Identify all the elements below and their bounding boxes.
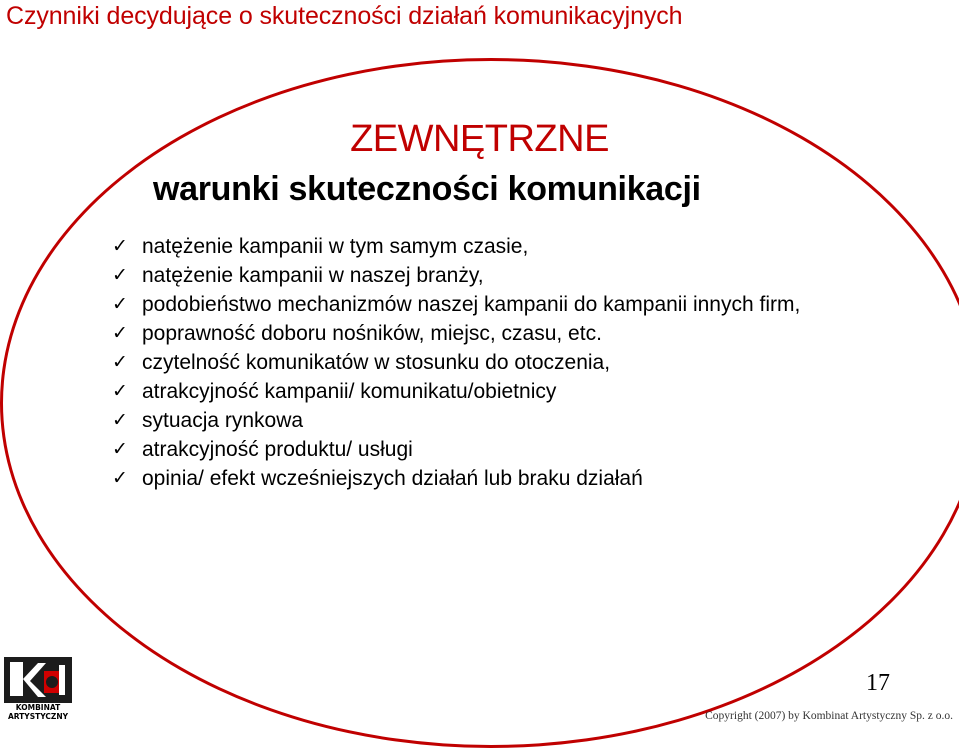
copyright-notice: Copyright (2007) by Kombinat Artystyczny Sp. z o.o.: [705, 710, 953, 722]
list-item-text: czytelność komunikatów w stosunku do otoczenia,: [142, 351, 611, 374]
list-item: [112, 435, 800, 464]
slide-title: Czynniki decydujące o skuteczności działań komunikacyjnych: [6, 2, 683, 30]
logo-mark-icon: [4, 657, 72, 703]
list-item: [112, 464, 800, 493]
factor-list: [112, 232, 800, 493]
list-item-text: poprawność doboru nośników, miejsc, czasu, etc.: [142, 322, 602, 345]
list-item-text: opinia/ efekt wcześniejszych działań lub braku działań: [142, 467, 643, 490]
checkmark-icon: ✓: [112, 235, 128, 257]
company-logo: [4, 657, 72, 723]
checkmark-icon: ✓: [112, 351, 128, 373]
list-item-text: sytuacja rynkowa: [142, 409, 304, 432]
checkmark-icon: ✓: [112, 322, 128, 344]
list-item-text: podobieństwo mechanizmów naszej kampanii do kampanii innych firm,: [142, 293, 801, 316]
page-number: 17: [866, 670, 890, 696]
checkmark-icon: ✓: [112, 409, 128, 431]
list-item-text: atrakcyjność produktu/ usługi: [142, 438, 413, 461]
list-item: [112, 406, 800, 435]
heading-secondary: warunki skuteczności komunikacji: [153, 170, 701, 208]
list-item-text: atrakcyjność kampanii/ komunikatu/obietnicy: [142, 380, 557, 403]
checkmark-icon: ✓: [112, 467, 128, 489]
checkmark-icon: ✓: [112, 293, 128, 315]
list-item: [112, 232, 800, 261]
list-item-text: natężenie kampanii w naszej branży,: [142, 264, 484, 287]
list-item: [112, 348, 800, 377]
logo-text: [4, 703, 72, 723]
checkmark-icon: ✓: [112, 438, 128, 460]
list-item: [112, 290, 800, 319]
checkmark-icon: ✓: [112, 264, 128, 286]
list-item-text: natężenie kampanii w tym samym czasie,: [142, 235, 529, 258]
logo-mark-graphic: [4, 657, 72, 703]
logo-line-1: KOMBINAT: [15, 703, 61, 712]
heading-primary: ZEWNĘTRZNE: [350, 118, 609, 160]
checkmark-icon: ✓: [112, 380, 128, 402]
logo-line-2: ARTYSTYCZNY: [7, 712, 69, 721]
list-item: [112, 261, 800, 290]
list-item: [112, 377, 800, 406]
list-item: [112, 319, 800, 348]
